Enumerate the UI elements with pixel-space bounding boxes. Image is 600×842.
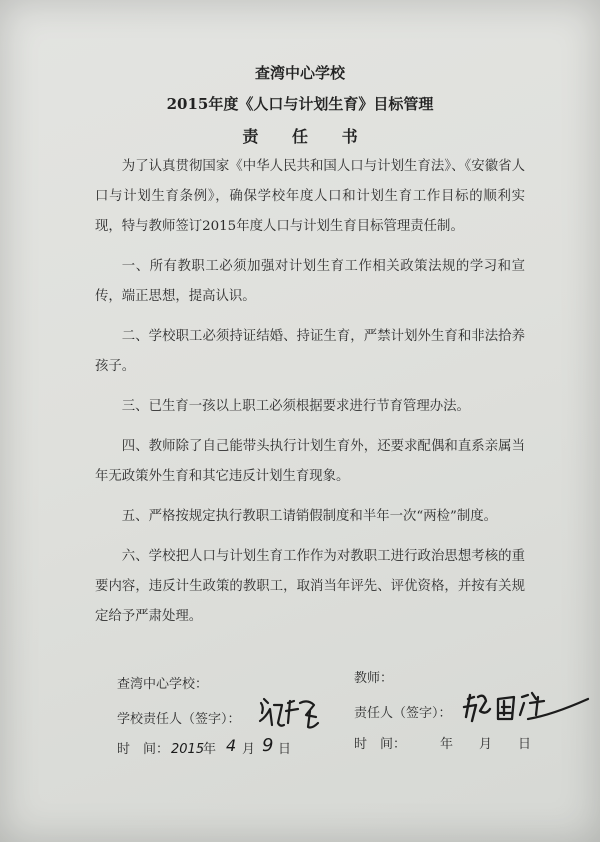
left-date-year: 2015 [171,742,205,757]
clause-6: 六、学校把人口与计划生育工作作为对教职工进行政治思想考核的重要内容，违反计生政策的教职工，取消当年评先、评优资格，并按有关规定给予严肃处理。 [95,549,525,624]
document-type-title: 责 任 书 [242,127,372,146]
school-signature [258,695,328,731]
clause-1: 一、所有教职工必须加强对计划生育工作相关政策法规的学习和宣传，端正思想，提高认识。 [95,259,525,304]
document-body [95,152,525,632]
document-subtitle: 2015年度《人口与计划生育》目标管理 [166,95,434,113]
clause-3: 三、已生育一孩以上职工必须根据要求进行节育管理办法。 [121,399,470,414]
clause-2: 二、学校职工必须持证结婚、持证生育，严禁计划外生育和非法拾养孩子。 [95,329,525,374]
intro-paragraph: 为了认真贯彻国家《中华人民共和国人口与计划生育法》、《安徽省人口与计划生育条例》，确保学校年度人口和计划生育工作目标的顺利实现，特与教师签订2015年度人口与计划生育目标管理责任制。 [95,159,525,234]
left-date-month: 4 [226,736,237,755]
teacher-signature [462,685,592,730]
clause-5: 五、严格按规定执行教职工请销假制度和半年一次“两检”制度。 [121,509,498,524]
left-signer-label: 学校责任人（签字）： [117,712,241,727]
left-date-year-unit: 年 [203,742,217,757]
right-org-label: 教师： [354,671,394,686]
right-date-units: 年 月 日 [440,737,532,752]
clause-4: 四、教师除了自己能带头执行计划生育外，还要求配偶和直系亲属当年无政策外生育和其它违反计划生育现象。 [95,439,525,484]
school-title: 查湾中心学校 [254,64,345,82]
left-date-month-unit: 月 [242,742,256,757]
left-date-day-unit: 日 [278,742,292,757]
right-date-label: 时 间： [354,737,407,752]
left-date-day: 9 [262,735,274,756]
right-signer-label: 责任人（签字）： [354,706,452,721]
left-org-label: 查湾中心学校： [117,677,209,692]
left-date-label: 时 间： [117,742,170,757]
